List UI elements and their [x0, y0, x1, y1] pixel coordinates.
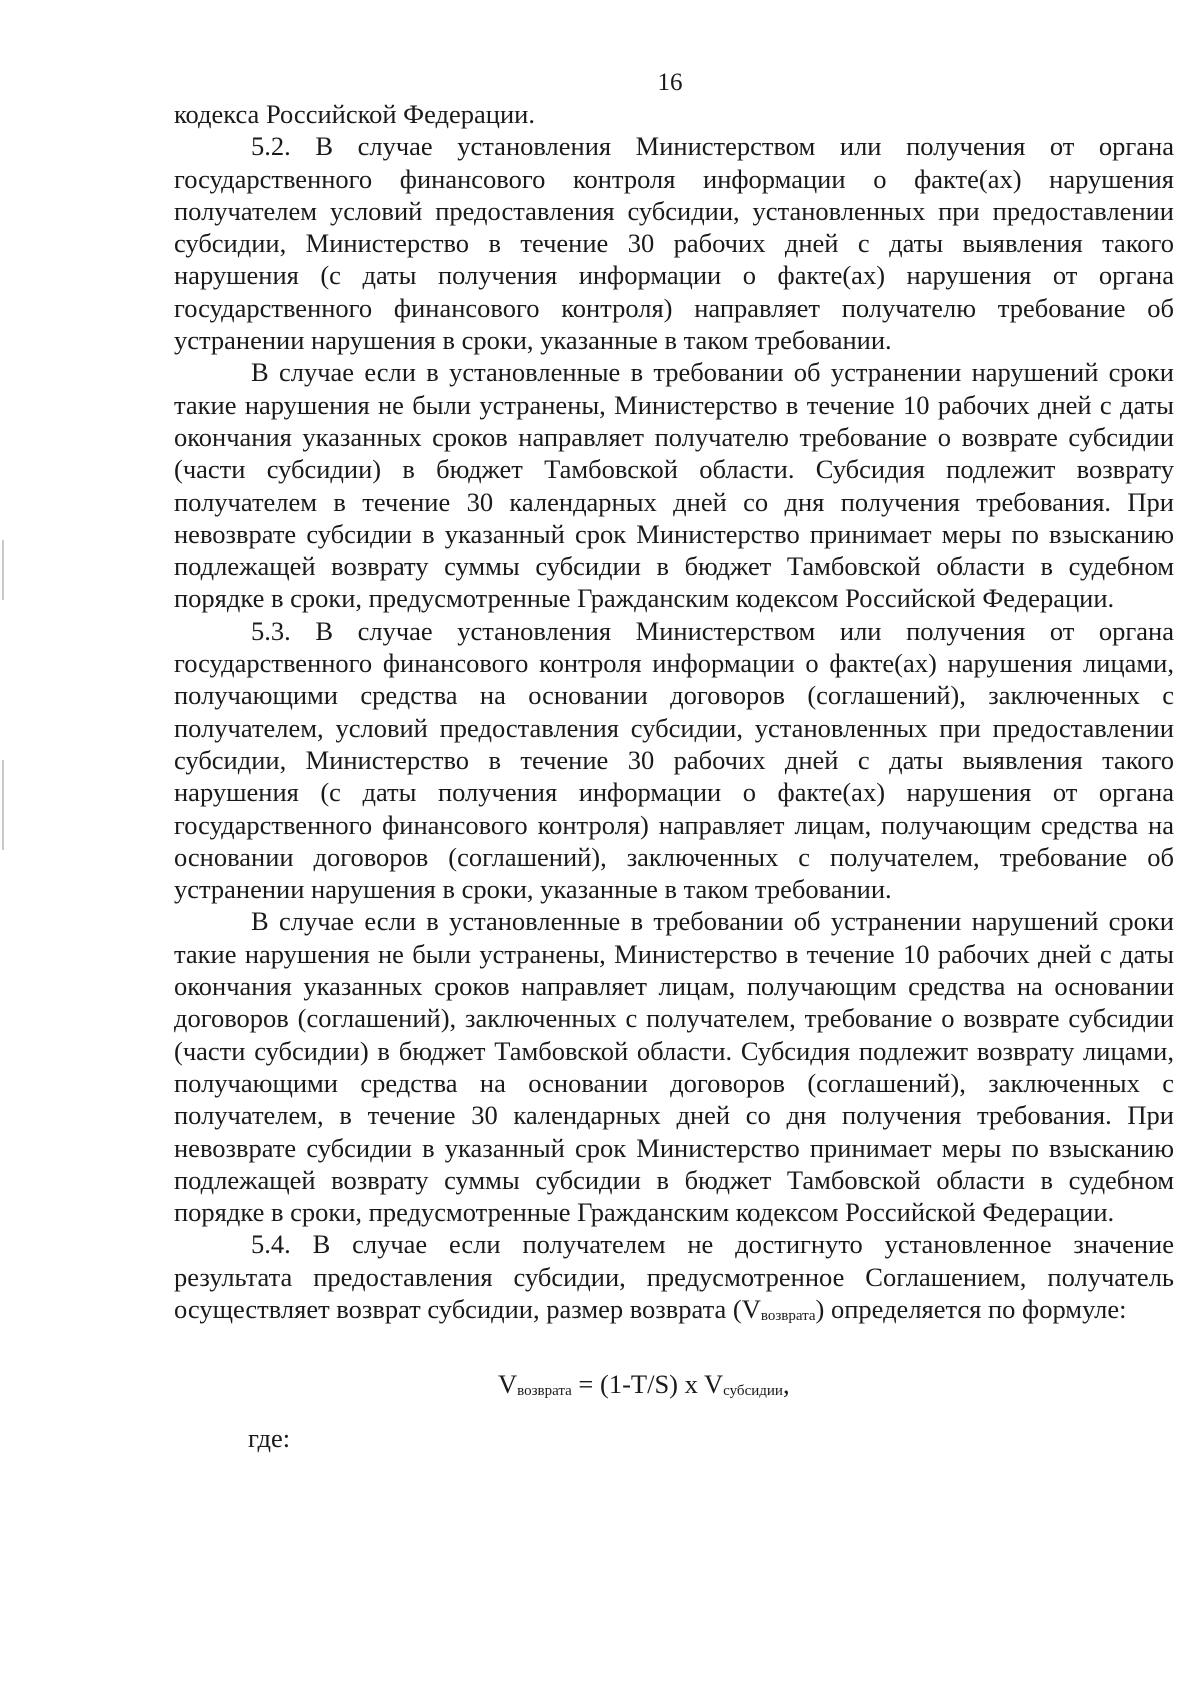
- paragraph-5-2-return: В случае если в установленные в требовании об устранении нарушений сроки такие нарушения не были устранены, Министерство в течение 10 рабочих дней с даты окончания указанных сроков направляет получателю требование о возврате субсидии (части субсидии) в бюджет Тамбовской области. Субсидия подлежит возврату получателем в течение 30 календарных дней со дня получения требования. При невозврате субсидии в указанный срок Министерство принимает меры по взысканию подлежащей возврату суммы субсидии в бюджет Тамбовской области в судебном порядке в сроки, предусмотренные Гражданским кодексом Российской Федерации.: [174, 357, 1174, 614]
- paragraph-continuation: кодекса Российской Федерации.: [174, 99, 535, 129]
- paragraph-5-3-return: В случае если в установленные в требовании об устранении нарушений сроки такие нарушения не были устранены, Министерство в течение 10 рабочих дней с даты окончания указанных сроков направляет лицам, получающим средства на основании договоров (соглашений), заключенных с получателем, требование о возврате субсидии (части субсидии) в бюджет Тамбовской области. Субсидия подлежит возврату лицами, получающими средства на основании договоров (соглашений), заключенных с получателем, в течение 30 календарных дней со дня получения требования. При невозврате субсидии в указанный срок Министерство принимает меры по взысканию подлежащей возврату суммы субсидии в бюджет Тамбовской области в судебном порядке в сроки, предусмотренные Гражданским кодексом Российской Федерации.: [174, 906, 1174, 1228]
- return-formula: [174, 1368, 1174, 1407]
- page-number: 16: [657, 69, 683, 96]
- formula-lhs: V: [498, 1369, 518, 1400]
- document-body: [174, 98, 1174, 1454]
- formula-end: ,: [782, 1369, 790, 1400]
- paragraph-5-4-text: 5.4. В случае если получателем не достигнуто установленное значение результата предоставления субсидии, предусмотренное Соглашением, получатель осуществляет возврат субсидии, размер возврата (V: [174, 1229, 1174, 1324]
- formula-rhs-subscript: субсидии: [723, 1383, 783, 1400]
- scan-edge-mark: [2, 540, 4, 600]
- formula-middle: = (1-T/S) x V: [571, 1369, 724, 1400]
- paragraph-5-2: 5.2. В случае установления Министерством или получения от органа государственного финансового контроля информации о факте(ах) нарушения получателем условий предоставления субсидии, установленных при предоставлении субсидии, Министерство в течение 30 рабочих дней с даты выявления такого нарушения (с даты получения информации о факте(ах) нарушения от органа государственного финансового контроля) направляет получателю требование об устранении нарушения в сроки, указанные в таком требовании.: [174, 131, 1174, 356]
- return-subscript: возврата: [760, 1307, 816, 1324]
- paragraph-5-4-tail: ) определяется по формуле:: [815, 1293, 1127, 1324]
- paragraph-5-4: [174, 1228, 1174, 1332]
- paragraph-5-3: 5.3. В случае установления Министерством или получения от органа государственного финансового контроля информации о факте(ах) нарушения лицами, получающими средства на основании договоров (соглашений), заключенных с получателем, условий предоставления субсидии, установленных при предоставлении субсидии, Министерство в течение 30 рабочих дней с даты выявления такого нарушения (с даты получения информации о факте(ах) нарушения от органа государственного финансового контроля) направляет лицам, получающим средства на основании договоров (соглашений), заключенных с получателем, требование об устранении нарушения в сроки, указанные в таком требовании.: [174, 615, 1174, 905]
- where-label: где:: [248, 1422, 291, 1453]
- scan-edge-mark: [2, 760, 4, 850]
- formula-lhs-subscript: возврата: [517, 1383, 572, 1400]
